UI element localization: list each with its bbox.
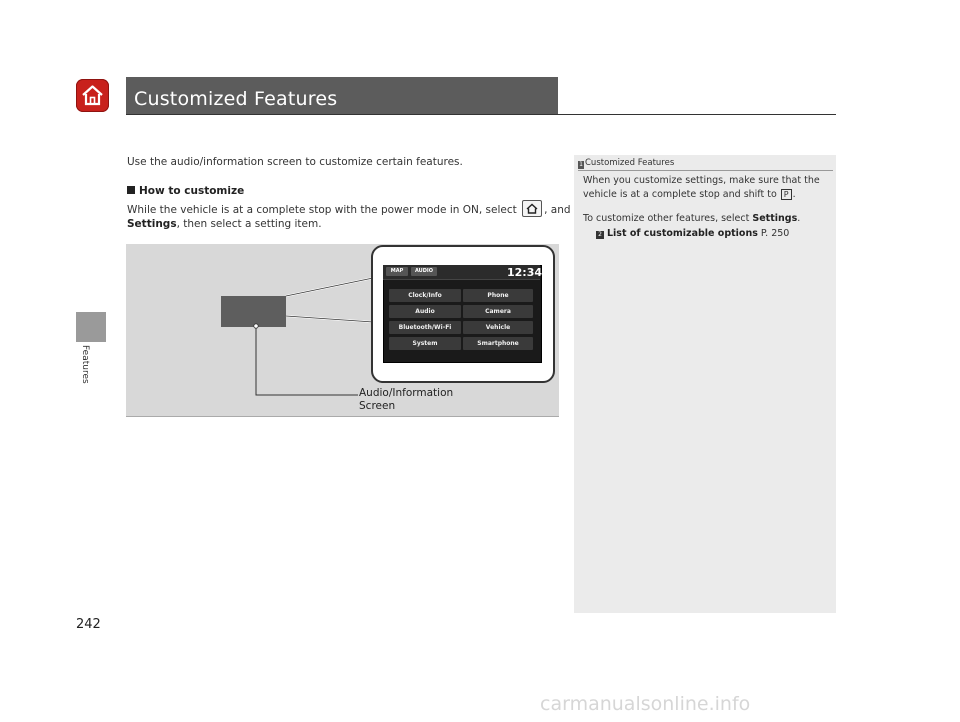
watermark: carmanualsonline.info bbox=[540, 693, 751, 715]
page-number: 242 bbox=[76, 617, 101, 632]
gear-p-badge: P bbox=[781, 189, 792, 200]
subheading-text: How to customize bbox=[139, 185, 245, 197]
note-line-2: vehicle is at a complete stop and shift to P . bbox=[583, 189, 796, 200]
note-text-3: To customize other features, select bbox=[583, 213, 750, 224]
callout-line-1: Audio/Information bbox=[359, 387, 454, 399]
section-tab[interactable] bbox=[76, 312, 106, 342]
menu-camera[interactable]: Camera bbox=[463, 305, 533, 318]
screen-tab-map[interactable]: MAP bbox=[386, 267, 408, 276]
note-line-1: When you customize settings, make sure that the bbox=[583, 175, 820, 186]
callout-line-2: Screen bbox=[359, 400, 396, 412]
note-rule bbox=[578, 170, 833, 171]
subheading bbox=[127, 185, 244, 197]
note-settings-bold: Settings bbox=[752, 213, 798, 224]
note-text-2: vehicle is at a complete stop and shift to bbox=[583, 189, 777, 200]
menu-bluetooth-wifi[interactable]: Bluetooth/Wi-Fi bbox=[389, 321, 461, 334]
page-title: Customized Features bbox=[134, 88, 338, 110]
instruction-text-c: , then select a setting item. bbox=[176, 218, 322, 230]
xref-label[interactable]: List of customizable options bbox=[607, 228, 758, 239]
callout-label bbox=[359, 387, 453, 413]
cross-reference-icon: 2 bbox=[596, 231, 604, 239]
menu-smartphone[interactable]: Smartphone bbox=[463, 337, 533, 350]
menu-phone[interactable]: Phone bbox=[463, 289, 533, 302]
menu-vehicle[interactable]: Vehicle bbox=[463, 321, 533, 334]
menu-clock-info[interactable]: Clock/Info bbox=[389, 289, 461, 302]
intro-text: Use the audio/information screen to customize certain features. bbox=[127, 156, 463, 168]
square-bullet-icon bbox=[127, 186, 135, 194]
instruction-line-2 bbox=[127, 216, 322, 232]
home-menu-icon bbox=[522, 200, 542, 217]
screen-tab-audio[interactable]: AUDIO bbox=[411, 267, 437, 276]
note-heading bbox=[578, 158, 674, 169]
xref-page[interactable]: P. 250 bbox=[760, 228, 790, 239]
note-marker-icon: 1 bbox=[579, 161, 583, 168]
note-cross-reference[interactable] bbox=[596, 227, 789, 241]
instruction-text-a: While the vehicle is at a complete stop with the power mode in ON, select bbox=[127, 204, 517, 216]
section-tab-label: Features bbox=[80, 345, 90, 384]
home-icon[interactable] bbox=[76, 79, 109, 112]
menu-system[interactable]: System bbox=[389, 337, 461, 350]
instruction-text-b: , and bbox=[544, 204, 571, 216]
note-heading-text: Customized Features bbox=[585, 158, 675, 168]
menu-audio[interactable]: Audio bbox=[389, 305, 461, 318]
note-line-3: To customize other features, select Settings. bbox=[583, 213, 801, 224]
settings-bold: Settings bbox=[127, 218, 177, 230]
screen-clock: 12:34 bbox=[507, 266, 543, 279]
title-rule bbox=[126, 114, 836, 115]
